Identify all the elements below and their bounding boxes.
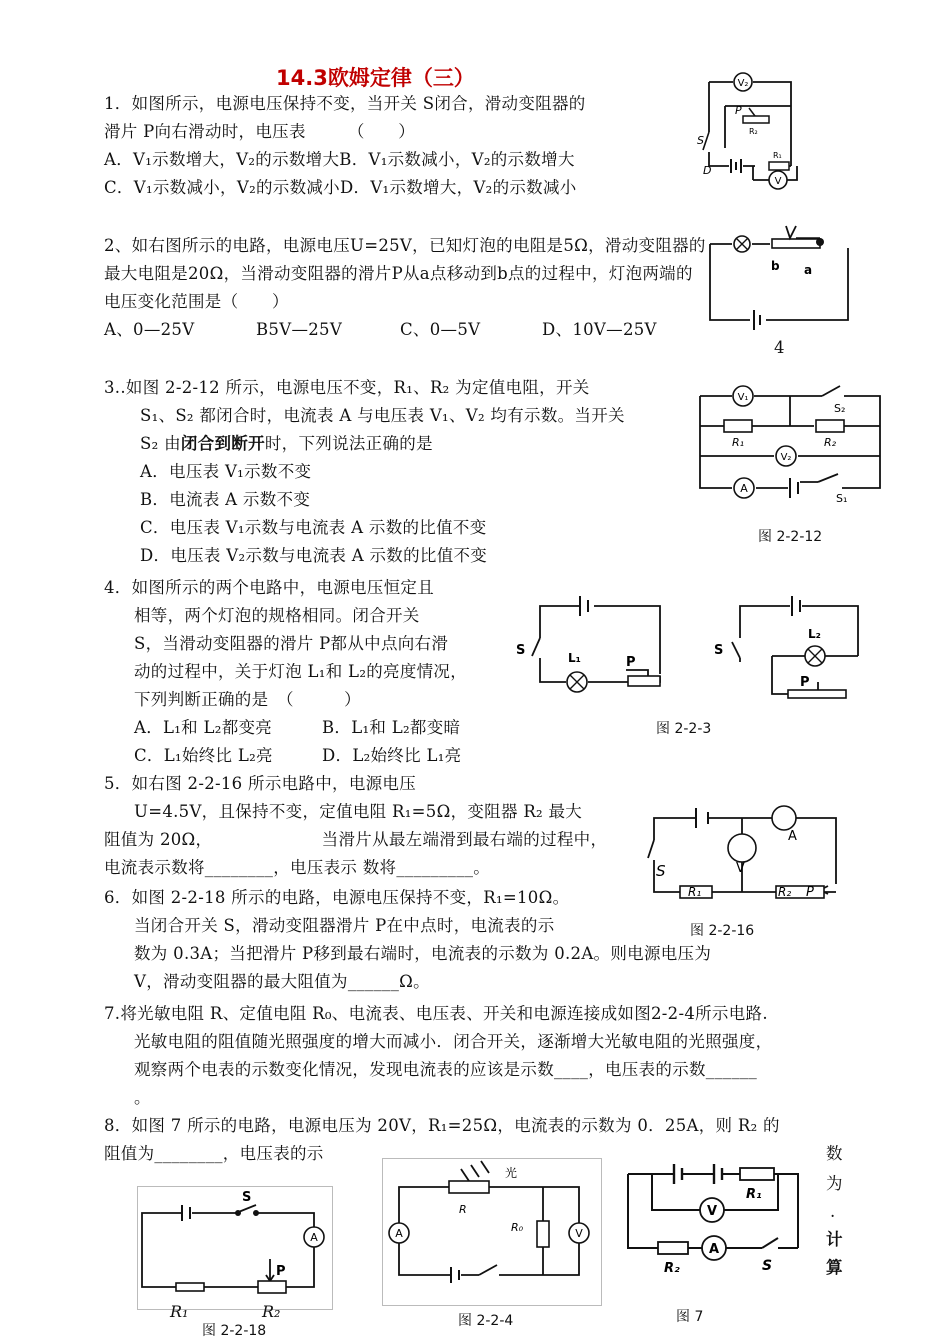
svg-text:A: A: [708, 1242, 720, 1257]
svg-text:P: P: [800, 675, 810, 690]
q5-line: 电流表示数将________，电压表示 数将_________。: [104, 858, 491, 877]
svg-text:A: A: [395, 1227, 403, 1240]
q1-circuit-diagram: [695, 70, 825, 190]
q2-option-d: D、10V—25V: [542, 320, 657, 339]
svg-text:A: A: [788, 829, 797, 844]
svg-text:R₁: R₁: [746, 1187, 762, 1202]
q2-line: 电压变化范围是（ ）: [104, 292, 289, 311]
q8-side-text: 为: [826, 1174, 843, 1193]
figure-caption: 图 2-2-12: [758, 529, 823, 545]
rheostat: [628, 676, 660, 686]
q4-line: S，当滑动变阻器的滑片 P都从中点向右滑: [134, 634, 449, 653]
rheostat: [772, 239, 820, 248]
figure-2-2-18-frame: [137, 1186, 333, 1310]
q8-line: 8．如图 7 所示的电路，电源电压为 20V，R₁=25Ω，电流表的示数为 0．25A，则 R₂ 的: [104, 1116, 780, 1135]
svg-text:P: P: [276, 1264, 286, 1279]
svg-text:A: A: [310, 1231, 318, 1244]
q8-side-text: .: [830, 1202, 836, 1221]
label-r2: R₂: [262, 1302, 281, 1321]
q1-line: 滑片 P向右滑动时，电压表 （ ）: [104, 122, 416, 141]
q6-line: V，滑动变阻器的最大阻值为______Ω。: [134, 972, 430, 991]
q2-figure-number: 4: [774, 338, 785, 357]
q3-option-b: B．电流表 A 示数不变: [140, 490, 311, 509]
q8-line: 阻值为________，电压表的示: [104, 1144, 324, 1163]
q6-line: 6．如图 2-2-18 所示的电路，电源电压保持不变，R₁=10Ω。: [104, 888, 570, 907]
q5-line: 5．如右图 2-2-16 所示电路中，电源电压: [104, 774, 417, 793]
svg-text:V₂: V₂: [780, 452, 792, 463]
svg-text:V₁: V₁: [737, 392, 749, 403]
figure-caption: 图 2-2-16: [690, 923, 755, 939]
q3-option-a: A．电压表 V₁示数不变: [140, 462, 312, 481]
q2-line: 2、如右图所示的电路，电源电压U=25V，已知灯泡的电阻是5Ω，滑动变阻器的: [104, 236, 706, 255]
photoresistor-r: [449, 1181, 489, 1193]
q3-text: S₂ 由: [140, 434, 181, 453]
voltmeter-icon: [728, 834, 756, 862]
figure-caption: 图 7: [676, 1309, 704, 1325]
svg-text:R₂: R₂: [778, 885, 792, 899]
q2-option-b: B5V—25V: [256, 320, 343, 339]
svg-text:光: 光: [505, 1166, 518, 1180]
svg-text:A: A: [740, 482, 748, 495]
figure-2-2-3-circuit-right: [708, 596, 868, 706]
figure-7-circuit: [622, 1158, 810, 1278]
svg-text:b: b: [771, 259, 780, 273]
figure-2-2-3-circuit-left: [510, 596, 680, 696]
q7-line: 。: [134, 1088, 151, 1107]
svg-text:R: R: [459, 1203, 467, 1216]
figure-2-2-12-circuit: [694, 378, 890, 508]
q3-line: S₁、S₂ 都闭合时，电流表 A 与电压表 V₁、V₂ 均有示数。当开关: [140, 406, 625, 425]
q8-side-text: 计: [826, 1230, 843, 1249]
q3-line: [140, 430, 433, 458]
svg-text:P: P: [806, 885, 814, 900]
q1-option-ab: A．V₁示数增大，V₂的示数增大B．V₁示数减小，V₂的示数增大: [104, 150, 575, 169]
q5-line: U=4.5V，且保持不变，定值电阻 R₁=5Ω，变阻器 R₂ 最大: [134, 802, 583, 821]
figure-2-2-4-circuit: [383, 1159, 601, 1305]
resistor-r2: [658, 1242, 688, 1254]
svg-text:V: V: [736, 861, 745, 876]
svg-text:R₂: R₂: [823, 436, 837, 449]
q3-line: 3..如图 2-2-12 所示，电源电压不变，R₁、R₂ 为定值电阻，开关: [104, 378, 590, 397]
rheostat-r2: [258, 1281, 286, 1293]
figure-2-2-18-circuit: [138, 1187, 332, 1309]
q7-line: 观察两个电表的示数变化情况，发现电流表的应该是示数____，电压表的示数______: [134, 1060, 758, 1079]
q4-option-c: C．L₁始终比 L₂亮: [134, 746, 273, 765]
ammeter-icon: [772, 806, 796, 830]
svg-text:P: P: [626, 655, 636, 670]
svg-text:P: P: [735, 104, 742, 117]
svg-text:L₁: L₁: [568, 651, 581, 665]
resistor-r1: [176, 1283, 204, 1291]
svg-text:R₀: R₀: [511, 1221, 524, 1234]
svg-text:S₁: S₁: [836, 492, 848, 505]
q6-line: 数为 0.3A；当把滑片 P移到最右端时，电流表的示数为 0.2A。则电源电压为: [134, 944, 712, 963]
q6-line: 当闭合开关 S，滑动变阻器滑片 P在中点时，电流表的示: [134, 916, 555, 935]
q3-option-c: C．电压表 V₁示数与电流表 A 示数的比值不变: [140, 518, 487, 537]
svg-text:V: V: [575, 1227, 583, 1240]
q3-emphasis: 闭合到断开: [180, 434, 265, 453]
q4-option-a: A．L₁和 L₂都变亮: [134, 718, 273, 737]
q4-line: 动的过程中，关于灯泡 L₁和 L₂的亮度情况，: [134, 662, 468, 681]
svg-text:S: S: [242, 1190, 252, 1205]
svg-text:S₂: S₂: [834, 402, 846, 415]
resistor-r1: [769, 162, 789, 170]
svg-text:L₂: L₂: [808, 627, 821, 641]
figure-2-2-4-frame: [382, 1158, 602, 1306]
figure-caption: 图 2-2-3: [656, 721, 712, 737]
svg-text:R₂: R₂: [749, 127, 758, 136]
svg-text:S: S: [516, 643, 526, 658]
resistor-r2: [816, 420, 844, 432]
svg-text:V: V: [706, 1204, 718, 1219]
svg-text:R₁: R₁: [731, 436, 745, 449]
svg-text:R₁: R₁: [773, 151, 782, 160]
q3-text: 时，下列说法正确的是: [264, 434, 433, 453]
rheostat: [788, 690, 846, 698]
svg-text:S: S: [697, 134, 704, 147]
svg-text:S: S: [714, 643, 724, 658]
svg-text:V: V: [774, 176, 782, 187]
q7-line: 光敏电阻的阻值随光照强度的增大而减小．闭合开关，逐渐增大光敏电阻的光照强度，: [134, 1032, 773, 1051]
figure-2-2-16-circuit: [640, 800, 850, 904]
q2-line: 最大电阻是20Ω，当滑动变阻器的滑片P从a点移动到b点的过程中，灯泡两端的: [104, 264, 693, 283]
resistor-r1: [724, 420, 752, 432]
q7-line: 7.将光敏电阻 R、定值电阻 R₀、电流表、电压表、开关和电源连接成如图2-2-4所示电路.: [104, 1004, 768, 1023]
svg-text:D: D: [703, 164, 712, 177]
q4-line: 4．如图所示的两个电路中，电源电压恒定且: [104, 578, 434, 597]
svg-text:R₂: R₂: [664, 1261, 680, 1276]
q2-option-c: C、0—5V: [400, 320, 481, 339]
q8-side-text: 算: [826, 1258, 843, 1277]
q3-option-d: D．电压表 V₂示数与电流表 A 示数的比值不变: [140, 546, 488, 565]
label-r1: R₁: [170, 1302, 189, 1321]
svg-text:S: S: [762, 1258, 773, 1274]
q1-line: 1．如图所示，电源电压保持不变，当开关 S闭合，滑动变阻器的: [104, 94, 586, 113]
figure-caption: 图 2-2-4: [458, 1313, 514, 1329]
q2-option-a: A、0—25V: [104, 320, 195, 339]
q4-line: 下列判断正确的是 （ ）: [134, 690, 361, 709]
resistor-r1: [740, 1168, 774, 1180]
q1-option-cd: C．V₁示数减小，V₂的示数减小D．V₁示数增大，V₂的示数减小: [104, 178, 577, 197]
q5-line: 阻值为 20Ω， 当滑片从最左端滑到最右端的过程中，: [104, 830, 608, 849]
svg-text:V₂: V₂: [737, 78, 749, 89]
rheostat-r2: [743, 116, 769, 123]
page-title: 14.3欧姆定律（三）: [276, 66, 475, 90]
q8-side-text: 数: [826, 1144, 843, 1163]
q4-option-d: D．L₂始终比 L₁亮: [322, 746, 462, 765]
svg-text:S: S: [656, 862, 666, 880]
figure-caption: 图 2-2-18: [202, 1323, 267, 1339]
q4-line: 相等，两个灯泡的规格相同。闭合开关: [134, 606, 420, 625]
q4-option-b: B．L₁和 L₂都变暗: [322, 718, 461, 737]
svg-text:R₁: R₁: [688, 885, 702, 899]
svg-text:a: a: [804, 263, 813, 277]
resistor-r0: [537, 1221, 549, 1247]
